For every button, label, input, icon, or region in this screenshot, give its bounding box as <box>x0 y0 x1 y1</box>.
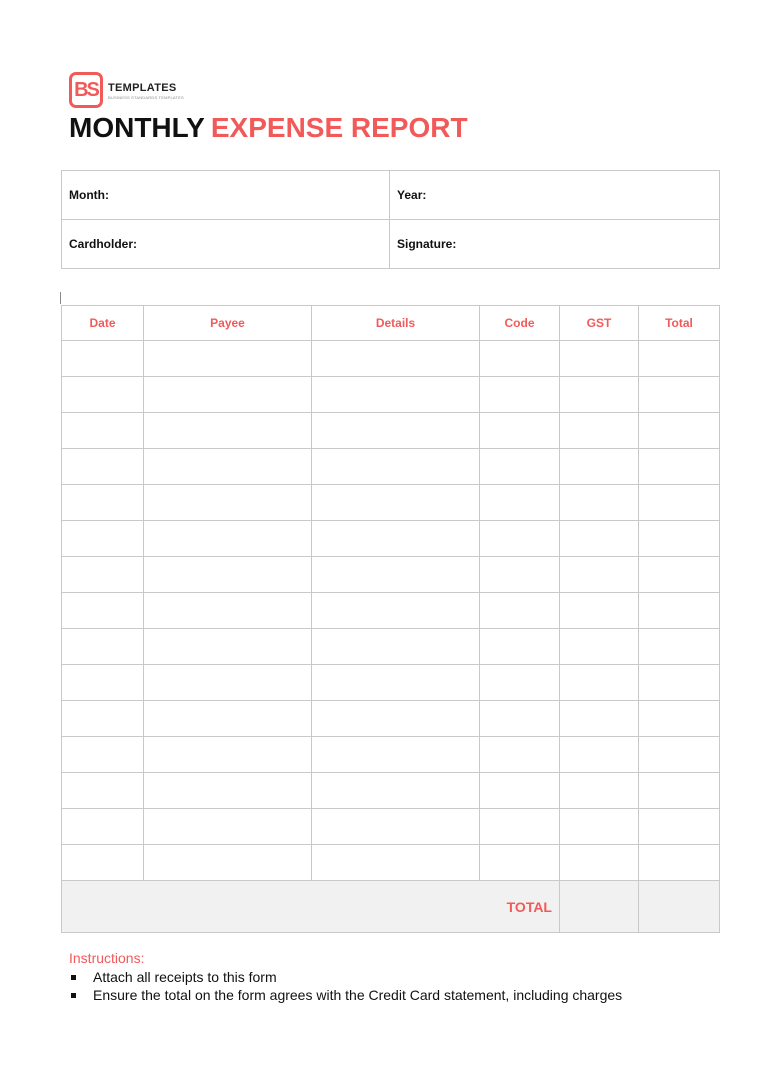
cell-details[interactable] <box>312 845 480 881</box>
table-row <box>62 413 720 449</box>
cell-details[interactable] <box>312 701 480 737</box>
cell-payee[interactable] <box>144 449 312 485</box>
cell-total[interactable] <box>639 557 720 593</box>
cell-code[interactable] <box>480 341 560 377</box>
cell-date[interactable] <box>62 341 144 377</box>
total-gst-cell[interactable] <box>560 881 639 933</box>
cell-date[interactable] <box>62 737 144 773</box>
column-header-payee: Payee <box>144 306 312 341</box>
cell-gst[interactable] <box>560 377 639 413</box>
cell-payee[interactable] <box>144 737 312 773</box>
table-header-row <box>62 306 720 341</box>
table-row <box>62 809 720 845</box>
cell-total[interactable] <box>639 449 720 485</box>
cell-payee[interactable] <box>144 629 312 665</box>
cell-details[interactable] <box>312 377 480 413</box>
cell-details[interactable] <box>312 449 480 485</box>
expense-table-body <box>62 341 720 881</box>
cell-date[interactable] <box>62 593 144 629</box>
cell-code[interactable] <box>480 665 560 701</box>
cell-date[interactable] <box>62 845 144 881</box>
table-row <box>62 593 720 629</box>
table-row <box>62 665 720 701</box>
month-label: Month: <box>69 188 109 202</box>
cell-details[interactable] <box>312 737 480 773</box>
square-bullet-icon <box>71 993 76 998</box>
cell-code[interactable] <box>480 773 560 809</box>
signature-label: Signature: <box>397 237 457 251</box>
cell-details[interactable] <box>312 521 480 557</box>
cell-date[interactable] <box>62 773 144 809</box>
cell-code[interactable] <box>480 701 560 737</box>
cell-code[interactable] <box>480 809 560 845</box>
cell-date[interactable] <box>62 521 144 557</box>
cell-code[interactable] <box>480 377 560 413</box>
table-row <box>62 341 720 377</box>
cell-date[interactable] <box>62 485 144 521</box>
cell-date[interactable] <box>62 629 144 665</box>
cell-code[interactable] <box>480 449 560 485</box>
cell-payee[interactable] <box>144 845 312 881</box>
column-header-gst: GST <box>560 306 639 341</box>
total-label: TOTAL <box>62 881 560 933</box>
cell-details[interactable] <box>312 413 480 449</box>
instructions-list <box>69 968 622 1004</box>
cell-code[interactable] <box>480 557 560 593</box>
cell-payee[interactable] <box>144 341 312 377</box>
cell-payee[interactable] <box>144 701 312 737</box>
year-field[interactable] <box>390 171 720 220</box>
column-header-code: Code <box>480 306 560 341</box>
cell-code[interactable] <box>480 845 560 881</box>
signature-field[interactable] <box>390 220 720 269</box>
table-row <box>62 845 720 881</box>
cell-gst[interactable] <box>560 521 639 557</box>
table-row <box>62 377 720 413</box>
cell-gst[interactable] <box>560 341 639 377</box>
info-row <box>62 171 720 220</box>
cell-gst[interactable] <box>560 773 639 809</box>
cardholder-label: Cardholder: <box>69 237 138 251</box>
cell-total[interactable] <box>639 629 720 665</box>
cell-date[interactable] <box>62 557 144 593</box>
logo-mark: BS <box>69 72 103 108</box>
cardholder-field[interactable] <box>62 220 390 269</box>
cell-code[interactable] <box>480 413 560 449</box>
page-title <box>69 110 468 146</box>
instruction-text: Attach all receipts to this form <box>93 969 277 985</box>
cell-gst[interactable] <box>560 809 639 845</box>
cell-gst[interactable] <box>560 485 639 521</box>
cell-code[interactable] <box>480 629 560 665</box>
table-row <box>62 737 720 773</box>
cell-payee[interactable] <box>144 593 312 629</box>
title-part-monthly: MONTHLY <box>69 112 205 143</box>
cell-total[interactable] <box>639 341 720 377</box>
cell-details[interactable] <box>312 809 480 845</box>
column-header-details: Details <box>312 306 480 341</box>
cell-payee[interactable] <box>144 485 312 521</box>
cell-details[interactable] <box>312 629 480 665</box>
cell-gst[interactable] <box>560 665 639 701</box>
cell-code[interactable] <box>480 521 560 557</box>
cell-code[interactable] <box>480 593 560 629</box>
cell-total[interactable] <box>639 413 720 449</box>
table-row <box>62 773 720 809</box>
cell-date[interactable] <box>62 809 144 845</box>
table-row <box>62 485 720 521</box>
title-part-expense-report: EXPENSE REPORT <box>210 112 468 143</box>
cell-gst[interactable] <box>560 629 639 665</box>
cell-total[interactable] <box>639 773 720 809</box>
cell-gst[interactable] <box>560 593 639 629</box>
cell-details[interactable] <box>312 485 480 521</box>
cell-code[interactable] <box>480 485 560 521</box>
cell-gst[interactable] <box>560 845 639 881</box>
column-header-total: Total <box>639 306 720 341</box>
table-row <box>62 629 720 665</box>
square-bullet-icon <box>71 975 76 980</box>
cell-gst[interactable] <box>560 701 639 737</box>
instruction-text: Ensure the total on the form agrees with the Credit Card statement, including charges <box>93 987 623 1003</box>
table-row <box>62 449 720 485</box>
month-field[interactable] <box>62 171 390 220</box>
column-header-date: Date <box>62 306 144 341</box>
instructions-title: Instructions: <box>69 950 145 966</box>
cell-code[interactable] <box>480 737 560 773</box>
cell-gst[interactable] <box>560 557 639 593</box>
cell-total[interactable] <box>639 737 720 773</box>
year-label: Year: <box>397 188 427 202</box>
cell-payee[interactable] <box>144 665 312 701</box>
instruction-item <box>69 986 622 1004</box>
cell-payee[interactable] <box>144 773 312 809</box>
logo-wordmark: TEMPLATES <box>108 82 177 94</box>
brand-logo <box>69 72 209 112</box>
expense-table <box>61 305 720 933</box>
cell-total[interactable] <box>639 845 720 881</box>
cell-details[interactable] <box>312 557 480 593</box>
header-info-table <box>61 170 720 269</box>
instructions-section <box>69 950 622 1004</box>
total-row <box>62 881 720 933</box>
cell-total[interactable] <box>639 665 720 701</box>
cell-date[interactable] <box>62 701 144 737</box>
cell-total[interactable] <box>639 593 720 629</box>
text-cursor <box>60 292 61 304</box>
cell-gst[interactable] <box>560 449 639 485</box>
info-row <box>62 220 720 269</box>
cell-total[interactable] <box>639 485 720 521</box>
table-row <box>62 557 720 593</box>
cell-gst[interactable] <box>560 413 639 449</box>
cell-details[interactable] <box>312 593 480 629</box>
cell-total[interactable] <box>639 809 720 845</box>
cell-payee[interactable] <box>144 521 312 557</box>
cell-details[interactable] <box>312 341 480 377</box>
total-amount-cell[interactable] <box>639 881 720 933</box>
cell-payee[interactable] <box>144 413 312 449</box>
table-row <box>62 701 720 737</box>
cell-date[interactable] <box>62 449 144 485</box>
logo-tagline: BUSINESS STANDARDS TEMPLATES <box>108 95 184 100</box>
cell-date[interactable] <box>62 413 144 449</box>
cell-payee[interactable] <box>144 377 312 413</box>
cell-date[interactable] <box>62 377 144 413</box>
cell-total[interactable] <box>639 701 720 737</box>
instruction-item <box>69 968 622 986</box>
cell-payee[interactable] <box>144 809 312 845</box>
cell-total[interactable] <box>639 521 720 557</box>
table-row <box>62 521 720 557</box>
cell-payee[interactable] <box>144 557 312 593</box>
cell-total[interactable] <box>639 377 720 413</box>
cell-details[interactable] <box>312 773 480 809</box>
cell-date[interactable] <box>62 665 144 701</box>
cell-gst[interactable] <box>560 737 639 773</box>
cell-details[interactable] <box>312 665 480 701</box>
